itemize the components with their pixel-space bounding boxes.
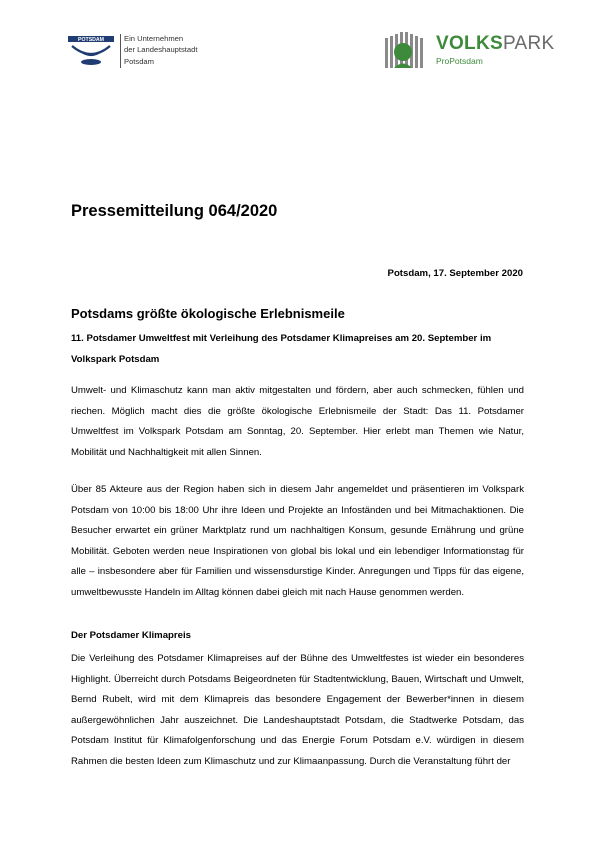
potsdam-emblem-icon — [66, 32, 116, 70]
company-note-line: Ein Unternehmen — [124, 34, 184, 43]
wordmark-bold: VOLKS — [436, 33, 503, 54]
emblem-text: POTSDAM — [78, 37, 104, 43]
volkspark-wordmark — [436, 33, 554, 55]
subheadline: 11. Potsdamer Umweltfest mit Verleihung des Potsdamer Klimapreises am 20. September im Volkspark Potsdam — [71, 333, 492, 365]
volkspark-tree-icon — [384, 32, 432, 72]
volkspark-logo — [384, 30, 564, 72]
company-note-line: Potsdam — [124, 56, 154, 66]
logo-divider — [120, 34, 121, 68]
document-title: Pressemitteilung 064/2020 — [71, 202, 278, 220]
volkspark-subtitle: ProPotsdam — [436, 56, 483, 66]
wordmark-light: PARK — [502, 33, 555, 54]
release-date: Potsdam, 17. September 2020 — [387, 268, 523, 279]
section-heading: Der Potsdamer Klimapreis — [71, 630, 191, 641]
section-paragraph: Die Verleihung des Potsdamer Klimapreises auf der Bühne des Umweltfestes ist wieder ein besonderes Highlight. Überreicht durch Potsdams Beigeordneten für Stadtentwicklung, Bauen, Wirtschaft und Umwelt, Bernd Rubelt, wird mit dem Klimapreis das besondere Engagement der Bewerber*innen in diesem außergewöhnlichen Jahr auszeichnet. Die Landeshauptstadt Potsdam, die Stadtwerke Potsdam, das Potsdam Institut für Klimafolgenforschung und das Energie Forum Potsdam e.V. würdigen in diesem Rahmen die besten Ideen zum Klimaschutz und zur Klimaanpassung. Durch die Veranstaltung führt der — [71, 653, 524, 767]
body-paragraph: Über 85 Akteure aus der Region haben sich in diesem Jahr angemeldet und präsentieren im Volkspark Potsdam von 10:00 bis 18:00 Uhr ihre Ideen und Projekte an Infoständen und bei Mitmachaktionen. Die Besucher erwartet ein grüner Marktplatz rund um nachhaltigen Konsum, gesunde Ernährung und grüne Mobilität. Geboten werden neue Inspirationen von global bis lokal und ein lebendiger Informationstag für alle – insbesondere aber für Familien und wissensdurstige Kinder. Anregungen und Tipps für das eigene, umweltbewusste Handeln im Alltag können dabei gleich mit nach Hause genommen werden. — [71, 484, 524, 598]
company-note-line: der Landeshauptstadt — [124, 45, 198, 55]
body-paragraph: Umwelt- und Klimaschutz kann man aktiv mitgestalten und fördern, aber auch schmecken, fühlen und riechen. Möglich macht dies die größte ökologische Erlebnismeile der Stadt: Das 11. Potsdamer Umweltfest im Volkspark Potsdam am Sonntag, 20. September. Hier erlebt man Themen wie Natur, Mobilität und Nachhaltigkeit mit allen Sinnen. — [71, 385, 524, 458]
headline: Potsdams größte ökologische Erlebnismeile — [71, 306, 345, 321]
potsdam-logo — [66, 32, 216, 70]
company-note — [124, 33, 197, 67]
